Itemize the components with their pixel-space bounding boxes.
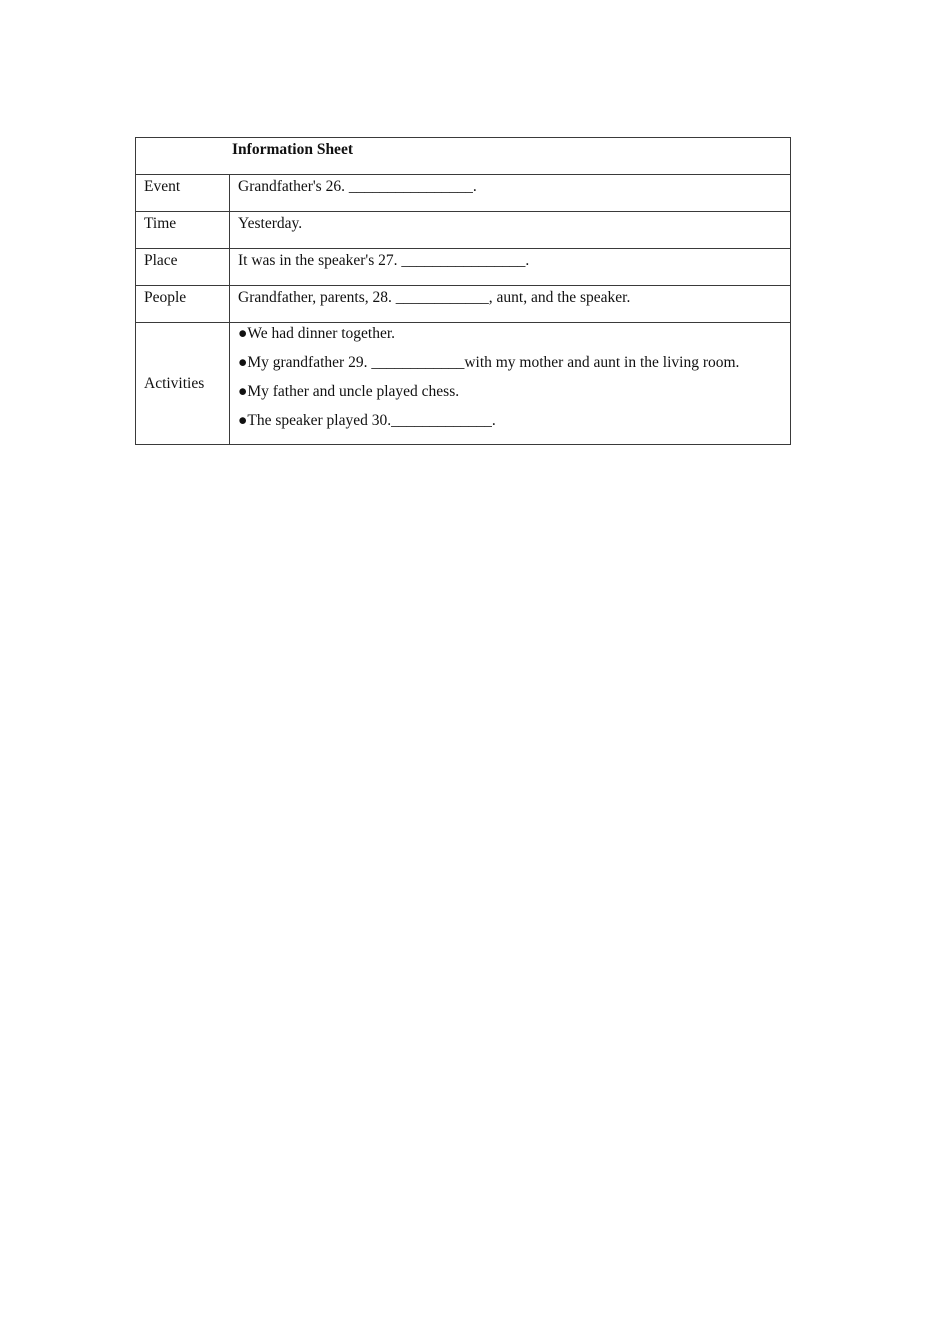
table-row-time	[136, 212, 791, 249]
activity-item: ●We had dinner together.	[238, 325, 396, 342]
row-value: It was in the speaker's 27. ________________.	[230, 249, 791, 286]
row-label: Activities	[136, 323, 230, 445]
row-label: Place	[136, 249, 230, 286]
row-value: Grandfather, parents, 28. ____________, aunt, and the speaker.	[230, 286, 791, 323]
activity-item: ●My father and uncle played chess.	[238, 383, 460, 400]
table-row-event	[136, 175, 791, 212]
information-sheet-table	[135, 137, 791, 445]
activity-item: ●The speaker played 30._____________.	[238, 412, 496, 429]
row-label: Time	[136, 212, 230, 249]
sheet-title: Information Sheet	[232, 141, 353, 158]
title-row	[136, 138, 791, 175]
row-value: Grandfather's 26. ________________.	[230, 175, 791, 212]
title-cell	[136, 138, 791, 175]
row-label: Event	[136, 175, 230, 212]
table-row-place	[136, 249, 791, 286]
row-value: Yesterday.	[230, 212, 791, 249]
table-row-activities	[136, 323, 791, 445]
activity-item: ●My grandfather 29. ____________with my mother and aunt in the living room.	[238, 354, 740, 371]
table-row-people	[136, 286, 791, 323]
row-label: People	[136, 286, 230, 323]
activities-list	[230, 323, 791, 445]
